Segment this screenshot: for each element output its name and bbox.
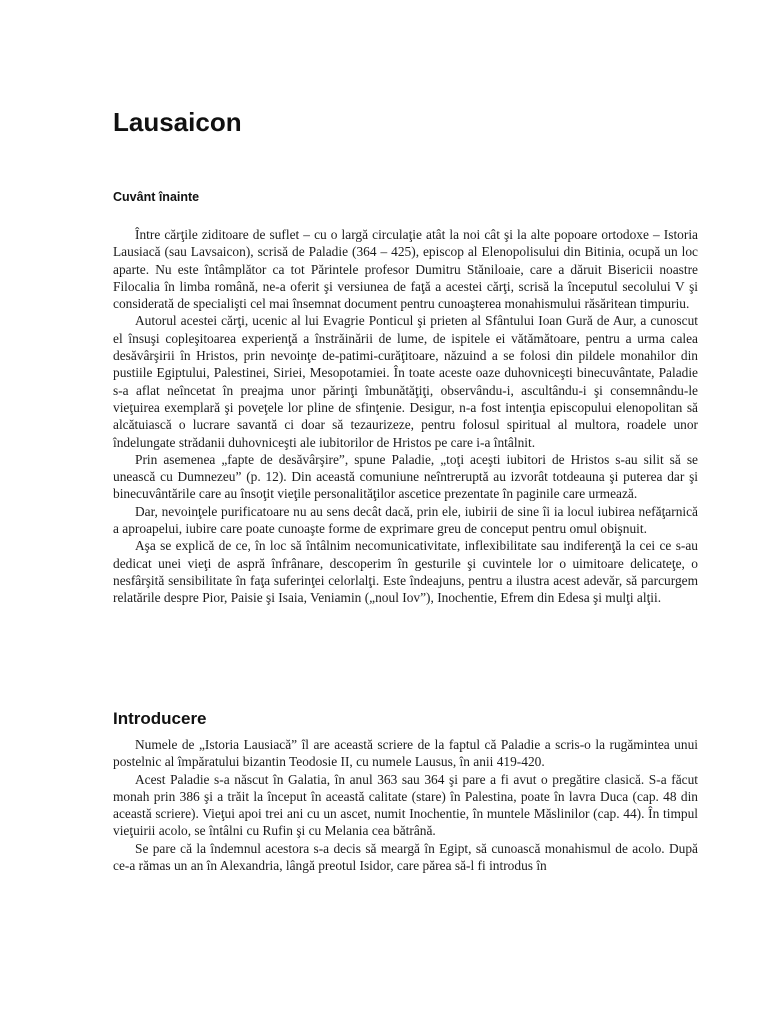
foreword-paragraph: Autorul acestei cărţi, ucenic al lui Evagrie Ponticul şi prieten al Sfântului Ioan Gură de Aur, a cunoscut el însuşi copleşitoarea experienţă a înstrăinării de lume, de ispitele ei vătămătoare, pentru a urma calea desăvârşirii în Hristos, prin nevoinţe de-patimi-curăţitoare, năzuind a se folosi din pildele monahilor din pustiile Egiptului, Palestinei, Siriei, Mesopotamiei. În toate aceste oaze duhovniceşti binecuvântate, Paladie s-a aflat neîncetat în preajma unor părinţi îmbunătăţiţi, observându-i, ascultându-i şi consemnându-le vieţuirea exemplară şi poveţele lor pline de sfinţenie. Desigur, n-a fost intenţia episcopului elenopolitan să alcătuiască o lucrare savantă ci doar să tezaurizeze, pentru folosul spiritual al multora, roadele unor îndelungate strădanii duhovniceşti ale iubitorilor de Hristos pe care i-a întâlnit. (113, 313, 698, 450)
foreword-heading: Cuvânt înainte (113, 190, 200, 204)
foreword-paragraph: Prin asemenea „fapte de desăvârşire”, spune Paladie, „toţi aceşti iubitori de Hristos s-au silit să se unească cu Dumnezeu” (p. 12). Din această comuniune neîntreruptă au izvorât totdeauna şi puterea dar şi binecuvântările care au însoţit vieţile personalităţilor ascetice prezentate în paginile care urmează. (113, 451, 698, 502)
introduction-paragraph: Se pare că la îndemnul acestora s-a decis să meargă în Egipt, să cunoască monahismul de acolo. După ce-a rămas un an în Alexandria, lângă preotul Isidor, care părea să-l fi introdus în (113, 840, 698, 874)
foreword-section (113, 226, 698, 607)
introduction-heading: Introducere (113, 709, 207, 728)
foreword-paragraph: Între cărţile ziditoare de suflet – cu o largă circulaţie atât la noi cât şi la alte popoare ortodoxe – Istoria Lausiacă (sau Lavsaicon), scrisă de Paladie (364 – 425), episcop al Elenopolisului din Bitinia, ocupă un loc aparte. Nu este întâmplător ca tot Părintele profesor Dumitru Stăniloaie, care a dăruit Bisericii noastre Filocalia în limba română, ne-a oferit şi versiunea de faţă a acestei cărţi, scrisă la începutul secolului V şi considerată de specialişti cel mai însemnat document pentru cunoaşterea monahismului răsăritean timpuriu. (113, 227, 698, 312)
introduction-section (113, 708, 698, 874)
introduction-paragraph: Acest Paladie s-a născut în Galatia, în anul 363 sau 364 şi pare a fi avut o pregătire clasică. S-a făcut monah prin 386 şi a trăit la început în această calitate (stare) în Palestina, poate în lavra Duca (cap. 48 din această scriere). Vieţui apoi trei ani cu un ascet, numit Inochentie, în muntele Măslinilor (cap. 44). În timpul vieţuirii acolo, se întâlni cu Rufin şi cu Melania cea bătrână. (113, 771, 698, 839)
foreword-paragraph: Dar, nevoinţele purificatoare nu au sens decât dacă, prin ele, iubirii de sine îi ia locul iubirea nefăţarnică a aproapelui, iubire care poate cunoaşte forme de exprimare greu de conceput pentru omul obişnuit. (113, 503, 698, 537)
introduction-paragraph: Numele de „Istoria Lausiacă” îl are această scriere de la faptul că Paladie a scris-o la rugămintea unui postelnic al împăratului bizantin Teodosie II, cu numele Lausus, în anii 419-420. (113, 737, 698, 770)
foreword-paragraph: Aşa se explică de ce, în loc să întâlnim necomunicativitate, inflexibilitate sau indiferenţă la cei ce s-au dedicat unei vieţi de aspră înfrânare, descoperim în gesturile şi cuvintele lor o uimitoare delicateţe, o nesfârşită sensibilitate în faţa suferinţei celorlalţi. Este îndeajuns, pentru a ilustra acest adevăr, să parcurgem relatările despre Pior, Paisie şi Isaia, Veniamin („noul Iov”), Inochentie, Efrem din Edesa şi mulţi alţii. (113, 538, 698, 606)
document-title: Lausaicon (113, 107, 242, 137)
